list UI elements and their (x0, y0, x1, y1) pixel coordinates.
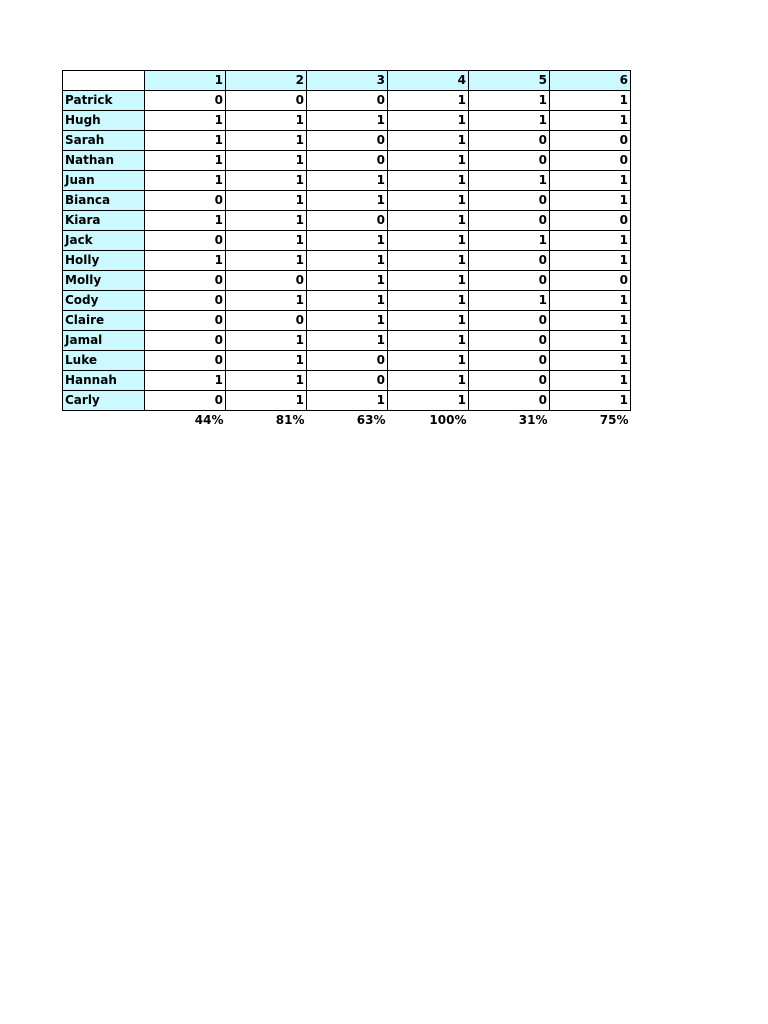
value-cell[interactable]: 0 (469, 151, 550, 171)
table-row (63, 131, 631, 151)
row-name-cell[interactable]: Hugh (63, 111, 145, 131)
value-cell[interactable]: 0 (469, 271, 550, 291)
table-row (63, 271, 631, 291)
value-cell[interactable]: 1 (307, 171, 388, 191)
value-cell[interactable]: 0 (307, 351, 388, 371)
value-cell[interactable]: 1 (307, 271, 388, 291)
value-cell[interactable]: 1 (388, 331, 469, 351)
value-cell[interactable]: 1 (307, 111, 388, 131)
value-cell[interactable]: 1 (226, 371, 307, 391)
value-cell[interactable]: 1 (307, 191, 388, 211)
value-cell[interactable]: 1 (388, 111, 469, 131)
value-cell[interactable]: 0 (307, 131, 388, 151)
value-cell[interactable]: 1 (307, 231, 388, 251)
table-row (63, 251, 631, 271)
value-cell[interactable]: 1 (550, 231, 631, 251)
value-cell[interactable]: 0 (469, 191, 550, 211)
row-name-cell[interactable]: Patrick (63, 91, 145, 111)
value-cell[interactable]: 0 (469, 131, 550, 151)
column-header-cell[interactable]: 6 (550, 71, 631, 91)
value-cell[interactable]: 1 (145, 131, 226, 151)
column-header-cell[interactable]: 3 (307, 71, 388, 91)
value-cell[interactable]: 1 (550, 351, 631, 371)
value-cell[interactable]: 0 (145, 271, 226, 291)
percentage-row (63, 411, 631, 431)
value-cell[interactable]: 0 (145, 351, 226, 371)
row-name-cell[interactable]: Carly (63, 391, 145, 411)
corner-cell[interactable] (63, 71, 145, 91)
percentage-cell[interactable]: 81% (275, 413, 305, 428)
value-cell[interactable]: 1 (388, 251, 469, 271)
row-name-cell[interactable]: Bianca (63, 191, 145, 211)
value-cell[interactable]: 1 (388, 231, 469, 251)
value-cell[interactable]: 1 (388, 91, 469, 111)
value-cell[interactable]: 1 (307, 391, 388, 411)
table-row (63, 91, 631, 111)
value-cell[interactable]: 1 (226, 391, 307, 411)
row-name-cell[interactable]: Sarah (63, 131, 145, 151)
value-cell[interactable]: 1 (145, 371, 226, 391)
value-cell[interactable]: 1 (307, 331, 388, 351)
value-cell[interactable]: 1 (388, 131, 469, 151)
value-cell[interactable]: 1 (550, 371, 631, 391)
value-cell[interactable]: 1 (145, 111, 226, 131)
value-cell[interactable]: 0 (469, 331, 550, 351)
value-cell[interactable]: 0 (469, 391, 550, 411)
value-cell[interactable]: 1 (388, 291, 469, 311)
value-cell[interactable]: 0 (145, 311, 226, 331)
value-cell[interactable]: 1 (550, 311, 631, 331)
value-cell[interactable]: 1 (388, 211, 469, 231)
table-row (63, 171, 631, 191)
value-cell[interactable]: 0 (469, 371, 550, 391)
row-name-cell[interactable]: Jack (63, 231, 145, 251)
column-header-cell[interactable]: 5 (469, 71, 550, 91)
value-cell[interactable]: 0 (226, 311, 307, 331)
value-cell[interactable]: 0 (550, 151, 631, 171)
row-name-cell[interactable]: Jamal (63, 331, 145, 351)
value-cell[interactable]: 1 (226, 171, 307, 191)
value-cell[interactable]: 0 (550, 271, 631, 291)
value-cell[interactable]: 1 (307, 311, 388, 331)
table-row (63, 111, 631, 131)
value-cell[interactable]: 0 (307, 211, 388, 231)
value-cell[interactable]: 1 (226, 251, 307, 271)
row-name-cell[interactable]: Hannah (63, 371, 145, 391)
value-cell[interactable]: 1 (388, 351, 469, 371)
value-cell[interactable]: 1 (226, 291, 307, 311)
value-cell[interactable]: 0 (550, 131, 631, 151)
value-cell[interactable]: 1 (226, 331, 307, 351)
table-row (63, 311, 631, 331)
value-cell[interactable]: 1 (388, 151, 469, 171)
value-cell[interactable]: 1 (388, 391, 469, 411)
row-name-cell[interactable]: Juan (63, 171, 145, 191)
value-cell[interactable]: 1 (469, 171, 550, 191)
value-cell[interactable]: 1 (550, 331, 631, 351)
value-cell[interactable]: 0 (145, 331, 226, 351)
value-cell[interactable]: 0 (307, 151, 388, 171)
value-cell[interactable]: 1 (388, 171, 469, 191)
spreadsheet-body (63, 71, 631, 431)
table-row (63, 211, 631, 231)
percentage-row-blank-cell[interactable] (63, 411, 145, 431)
row-name-cell[interactable]: Nathan (63, 151, 145, 171)
row-name-cell[interactable]: Claire (63, 311, 145, 331)
percentage-cell[interactable]: 63% (356, 413, 386, 428)
table-row (63, 351, 631, 371)
value-cell[interactable]: 1 (226, 211, 307, 231)
value-cell[interactable]: 0 (145, 391, 226, 411)
column-header-cell[interactable]: 1 (145, 71, 226, 91)
value-cell[interactable]: 1 (226, 191, 307, 211)
value-cell[interactable]: 1 (226, 131, 307, 151)
row-name-cell[interactable]: Luke (63, 351, 145, 371)
value-cell[interactable]: 1 (226, 151, 307, 171)
value-cell[interactable]: 1 (550, 191, 631, 211)
value-cell[interactable]: 1 (550, 91, 631, 111)
value-cell[interactable]: 0 (469, 311, 550, 331)
percentage-cell[interactable]: 75% (599, 413, 629, 428)
table-row (63, 191, 631, 211)
table-row (63, 291, 631, 311)
value-cell[interactable]: 0 (145, 231, 226, 251)
row-name-cell[interactable]: Holly (63, 251, 145, 271)
value-cell[interactable]: 1 (388, 371, 469, 391)
spreadsheet-table (62, 70, 631, 431)
value-cell[interactable]: 1 (550, 111, 631, 131)
table-row (63, 151, 631, 171)
value-cell[interactable]: 1 (145, 211, 226, 231)
percentage-cell[interactable]: 31% (518, 413, 548, 428)
value-cell[interactable]: 1 (469, 91, 550, 111)
table-row (63, 391, 631, 411)
value-cell[interactable]: 0 (145, 91, 226, 111)
value-cell[interactable]: 1 (145, 251, 226, 271)
value-cell[interactable]: 1 (226, 111, 307, 131)
table-row (63, 331, 631, 351)
value-cell[interactable]: 0 (469, 251, 550, 271)
value-cell[interactable]: 1 (388, 311, 469, 331)
value-cell[interactable]: 0 (307, 91, 388, 111)
table-row (63, 231, 631, 251)
value-cell[interactable]: 1 (226, 231, 307, 251)
value-cell[interactable]: 1 (550, 171, 631, 191)
column-header-cell[interactable]: 4 (388, 71, 469, 91)
value-cell[interactable]: 1 (550, 291, 631, 311)
value-cell[interactable]: 1 (469, 231, 550, 251)
value-cell[interactable]: 1 (550, 391, 631, 411)
value-cell[interactable]: 1 (307, 251, 388, 271)
row-name-cell[interactable]: Kiara (63, 211, 145, 231)
value-cell[interactable]: 0 (307, 371, 388, 391)
table-row (63, 371, 631, 391)
row-name-cell[interactable]: Cody (63, 291, 145, 311)
value-cell[interactable]: 0 (469, 351, 550, 371)
percentage-cell[interactable]: 44% (194, 413, 224, 428)
column-header-row (63, 71, 631, 91)
value-cell[interactable]: 1 (226, 351, 307, 371)
row-name-cell[interactable]: Molly (63, 271, 145, 291)
value-cell[interactable]: 1 (145, 171, 226, 191)
value-cell[interactable]: 0 (226, 91, 307, 111)
value-cell[interactable]: 1 (307, 291, 388, 311)
value-cell[interactable]: 1 (388, 191, 469, 211)
value-cell[interactable]: 0 (469, 211, 550, 231)
value-cell[interactable]: 0 (145, 291, 226, 311)
value-cell[interactable]: 0 (226, 271, 307, 291)
value-cell[interactable]: 0 (145, 191, 226, 211)
value-cell[interactable]: 0 (550, 211, 631, 231)
value-cell[interactable]: 1 (469, 291, 550, 311)
value-cell[interactable]: 1 (145, 151, 226, 171)
percentage-cell[interactable]: 100% (429, 413, 467, 428)
column-header-cell[interactable]: 2 (226, 71, 307, 91)
value-cell[interactable]: 1 (388, 271, 469, 291)
value-cell[interactable]: 1 (469, 111, 550, 131)
value-cell[interactable]: 1 (550, 251, 631, 271)
